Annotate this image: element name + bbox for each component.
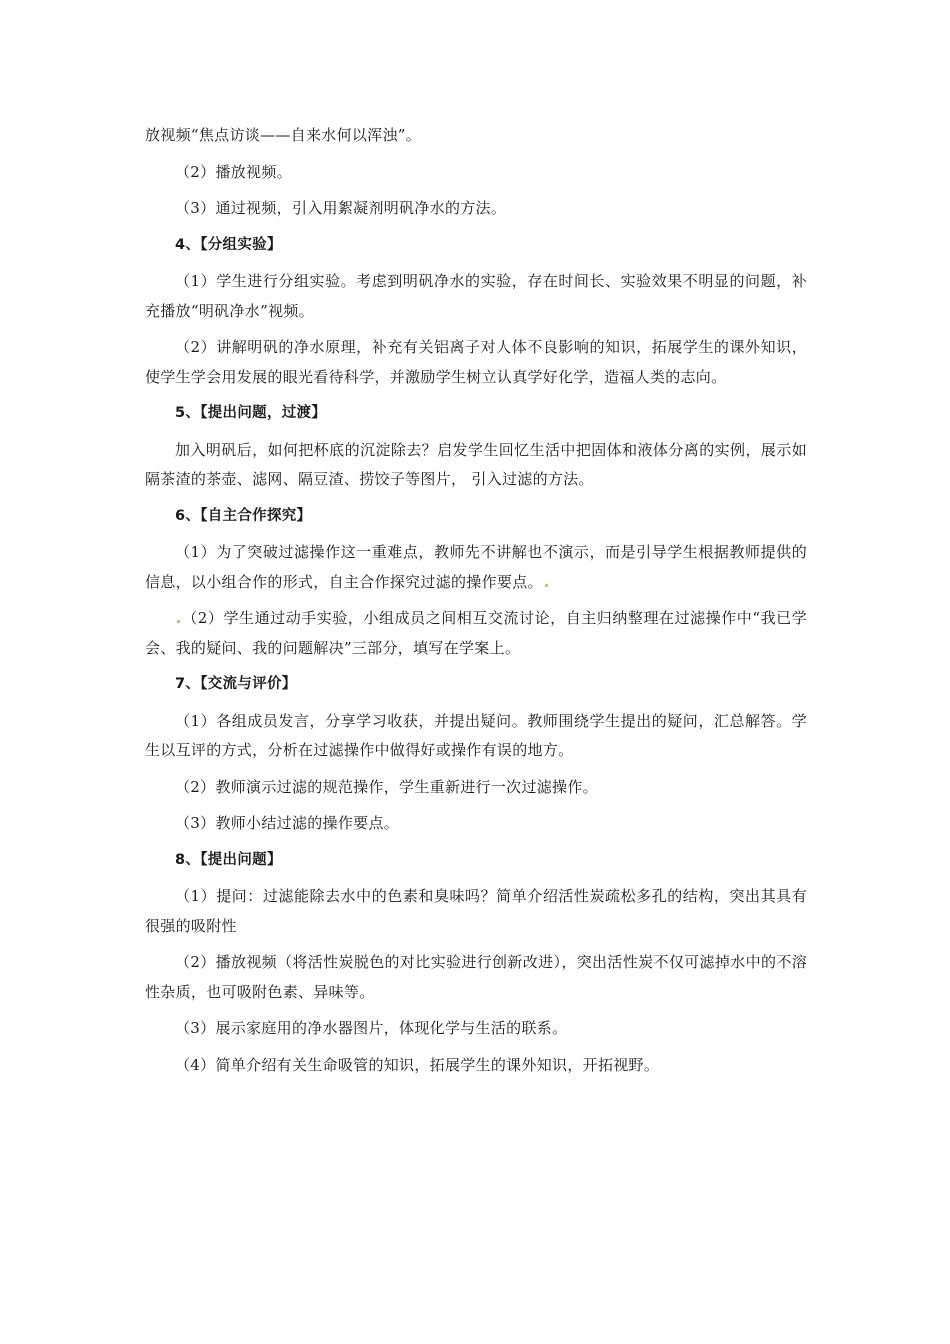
heading-raise-question: 8、【提出问题】	[175, 851, 282, 868]
heading-exchange-evaluation: 7、【交流与评价】	[175, 676, 297, 692]
paragraph-cooperative-inquiry-2	[145, 604, 807, 663]
paragraph-exchange-evaluation-3: （3）教师小结过滤的操作要点。	[175, 814, 400, 832]
heading-question-transition: 5、【提出问题，过渡】	[175, 405, 327, 421]
paragraph-cooperative-inquiry-1	[145, 538, 807, 597]
paragraph-raise-question-4: （4）简单介绍有关生命吸管的知识，拓展学生的课外知识，开拓视野。	[175, 1055, 660, 1074]
yellow-mark	[177, 620, 180, 623]
heading-group-experiment: 4、【分组实验】	[175, 236, 282, 253]
paragraph-raise-question-2: （2）播放视频（将活性炭脱色的对比实验进行创新改进），突出活性炭不仅可滤掉水中的不溶性杂质，也可吸附色素、异味等。	[145, 953, 807, 1001]
paragraph-video-title: 放视频“焦点访谈——自来水何以浑浊”。	[145, 126, 422, 144]
paragraph-introduce-alum: （3）通过视频，引入用絮凝剂明矾净水的方法。	[175, 199, 507, 217]
paragraph-exchange-evaluation-2: （2）教师演示过滤的规范操作，学生重新进行一次过滤操作。	[175, 777, 598, 796]
paragraph-question-transition: 加入明矾后，如何把杯底的沉淀除去？启发学生回忆生活中把固体和液体分离的实例，展示如隔茶渣的茶壶、滤网、隔豆渣、捞饺子等图片， 引入过滤的方法。	[145, 440, 807, 488]
yellow-mark	[545, 584, 548, 587]
paragraph-cooperative-inquiry-1-text: （1）为了突破过滤操作这一重难点，教师先不讲解也不演示，而是引导学生根据教师提供的信息，以小组合作的形式，自主合作探究过滤的操作要点。	[145, 543, 807, 591]
paragraph-raise-question-1: （1）提问：过滤能除去水中的色素和臭味吗？简单介绍活性炭疏松多孔的结构，突出其具有很强的吸附性	[145, 887, 807, 935]
paragraph-play-video: （2）播放视频。	[175, 162, 292, 181]
paragraph-exchange-evaluation-1: （1）各组成员发言，分享学习收获，并提出疑问。教师围绕学生提出的疑问，汇总解答。学生以互评的方式，分析在过滤操作中做得好或操作有误的地方。	[145, 711, 807, 759]
paragraph-cooperative-inquiry-2-text: （2）学生通过动手实验，小组成员之间相互交流讨论，自主归纳整理在过滤操作中“我已学会、我的疑问、我的问题解决”三部分，填写在学案上。	[145, 609, 807, 657]
paragraph-group-experiment-1: （1）学生进行分组实验。考虑到明矾净水的实验，存在时间长、实验效果不明显的问题，补充播放“明矾净水”视频。	[145, 272, 807, 320]
paragraph-raise-question-3: （3）展示家庭用的净水器图片，体现化学与生活的联系。	[175, 1019, 568, 1037]
document-body	[145, 121, 807, 1080]
paragraph-group-experiment-2: （2）讲解明矾的净水原理，补充有关铝离子对人体不良影响的知识，拓展学生的课外知识，使学生学会用发展的眼光看待科学，并激励学生树立认真学好化学，造福人类的志向。	[145, 338, 807, 386]
heading-cooperative-inquiry: 6、【自主合作探究】	[175, 507, 312, 524]
